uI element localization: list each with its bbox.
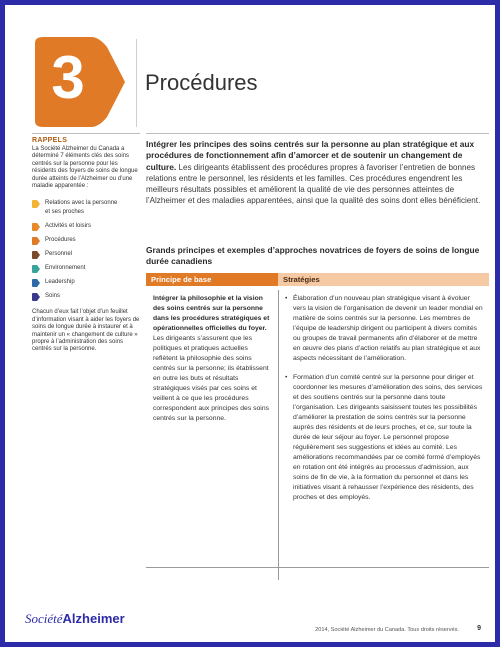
principles-table bbox=[146, 273, 489, 580]
list-item bbox=[32, 264, 140, 273]
list-item bbox=[32, 222, 140, 231]
element-label: Environnement bbox=[45, 265, 86, 272]
key-elements-list bbox=[32, 199, 140, 301]
chevron-tab-icon bbox=[32, 251, 40, 259]
principle-bold: Intégrer la philosophie et la vision des soins centrés sur la personne dans les procédures stratégiques et opérationnelles officielles du foyer. bbox=[153, 295, 270, 332]
sidebar-outro: Chacun d’eux fait l’objet d’un feuillet d’information visant à aider les foyers de soins de longue durée à instaurer et à maintenir un « changement de culture » propre à l’administration des soins centrés sur la personne. bbox=[32, 309, 140, 353]
table-row bbox=[146, 286, 489, 580]
chevron-tab-icon bbox=[32, 223, 40, 231]
table-header bbox=[146, 273, 489, 286]
chevron-tab-icon bbox=[32, 279, 40, 287]
element-label: Soins bbox=[45, 293, 61, 300]
chevron-tab-icon bbox=[32, 237, 40, 245]
bullet-icon: • bbox=[285, 295, 288, 302]
chapter-badge bbox=[35, 37, 127, 127]
page-number: 9 bbox=[477, 625, 481, 632]
bullet-icon: • bbox=[285, 374, 288, 381]
section-title: Grands principes et exemples d’approches novatrices de foyers de soins de longue durée canadiens bbox=[146, 245, 480, 266]
strategy-text: Élaboration d’un nouveau plan stratégique visant à évoluer vers la vision de l’organisation de devenir un leader mondial en matière de soins centrés sur la personne. Les membres de l’équipe de leadership dirigent ou participent à divers comités ou groupes de travail permanents afin d’élaborer et de mettre en œuvre des plans d’action relatifs au plan stratégique et aux aspects nécessitant de l’amélioration. bbox=[293, 295, 483, 362]
chevron-tab-icon bbox=[32, 293, 40, 301]
element-label: Activités et loisirs bbox=[45, 223, 92, 230]
sidebar-heading: RAPPELS bbox=[32, 133, 140, 144]
header-divider bbox=[136, 39, 137, 127]
element-label: Leadership bbox=[45, 279, 75, 286]
reminders-sidebar bbox=[32, 133, 140, 354]
strategies-cell bbox=[279, 286, 489, 580]
copyright-notice: 2014, Société Alzheimer du Canada. Tous droits réservés. bbox=[315, 627, 459, 633]
sidebar-intro: La Société Alzheimer du Canada a déterminé 7 éléments clés des soins centrés sur la personne pour les résidents des foyers de soins de longue durée atteints de l’Alzheimer ou d’une maladie apparentée : bbox=[32, 146, 138, 190]
strategy-text: Formation d’un comité centré sur la personne pour diriger et coordonner les mesures d’amélioration des soins, des services et des soutiens centrés sur la personne dans toute l’organisation. Les dirigeants saisissent toutes les possibilités d’améliorer la prestation de soins centrés sur la personne auprès des résidents et de leurs proches, et ce, sur toute la durée de leur séjour au foyer. Le personnel propose régulièrement ses suggestions et idées au comité. Les améliorations recommandées par ce comité formé d’employés en rotation ont été intégrés au processus d’admission, aux soins de fin de vie, à la formation du personnel et dans les initiatives visant à rehausser l’expérience des résidents, des proches et des employés. bbox=[293, 374, 483, 501]
intro-paragraph bbox=[146, 139, 489, 207]
column-header-strategies: Stratégies bbox=[278, 273, 489, 286]
intro-bold: Intégrer les principes des soins centrés sur la personne au plan stratégique et aux procédures de fonctionnement afin d’amorcer et de soutenir un changement de culture. bbox=[146, 139, 475, 172]
page-title: Procédures bbox=[145, 70, 258, 95]
element-label: Personnel bbox=[45, 251, 73, 258]
intro-text: Les dirigeants établissent des procédures propres à favoriser l’entretien de bonnes relations entre le personnel, les résidents et les familles. Ces procédures engendrent les meilleurs résultats possibles et améliorent la qualité de vie des personnes atteintes de l’Alzheimer et des maladies apparentées, ainsi que la qualité des soins dont elles bénéficient. bbox=[146, 162, 481, 206]
chevron-tab-icon bbox=[32, 200, 40, 208]
list-item bbox=[32, 236, 140, 245]
list-item bbox=[32, 250, 140, 259]
main-top-rule bbox=[146, 133, 489, 134]
strategy-item bbox=[285, 373, 483, 503]
strategy-item bbox=[285, 294, 483, 364]
logo-word-societe: Société bbox=[25, 611, 63, 626]
document-page bbox=[15, 15, 495, 642]
list-item bbox=[32, 199, 140, 217]
logo-word-alzheimer: Alzheimer bbox=[62, 611, 125, 626]
principle-text: Les dirigeants s’assurent que les politiques et pratiques actuelles reflètent la philosophie des soins centrés sur la personne; ils établissent en outre les buts et résultats stratégiques visés par ces soins et veillent à ce que les procédures correspondent aux principes des soins centrés sur la personne. bbox=[153, 335, 269, 422]
list-item bbox=[32, 278, 140, 287]
chevron-tab-icon bbox=[32, 265, 40, 273]
principle-cell bbox=[146, 286, 278, 580]
table-bottom-rule bbox=[146, 567, 489, 568]
society-logo bbox=[25, 611, 125, 627]
list-item bbox=[32, 292, 140, 301]
column-header-principle: Principe de base bbox=[146, 273, 278, 286]
chapter-number: 3 bbox=[51, 44, 85, 111]
element-label: Relations avec la personne et ses proches bbox=[45, 200, 118, 216]
element-label: Procédures bbox=[45, 237, 76, 244]
